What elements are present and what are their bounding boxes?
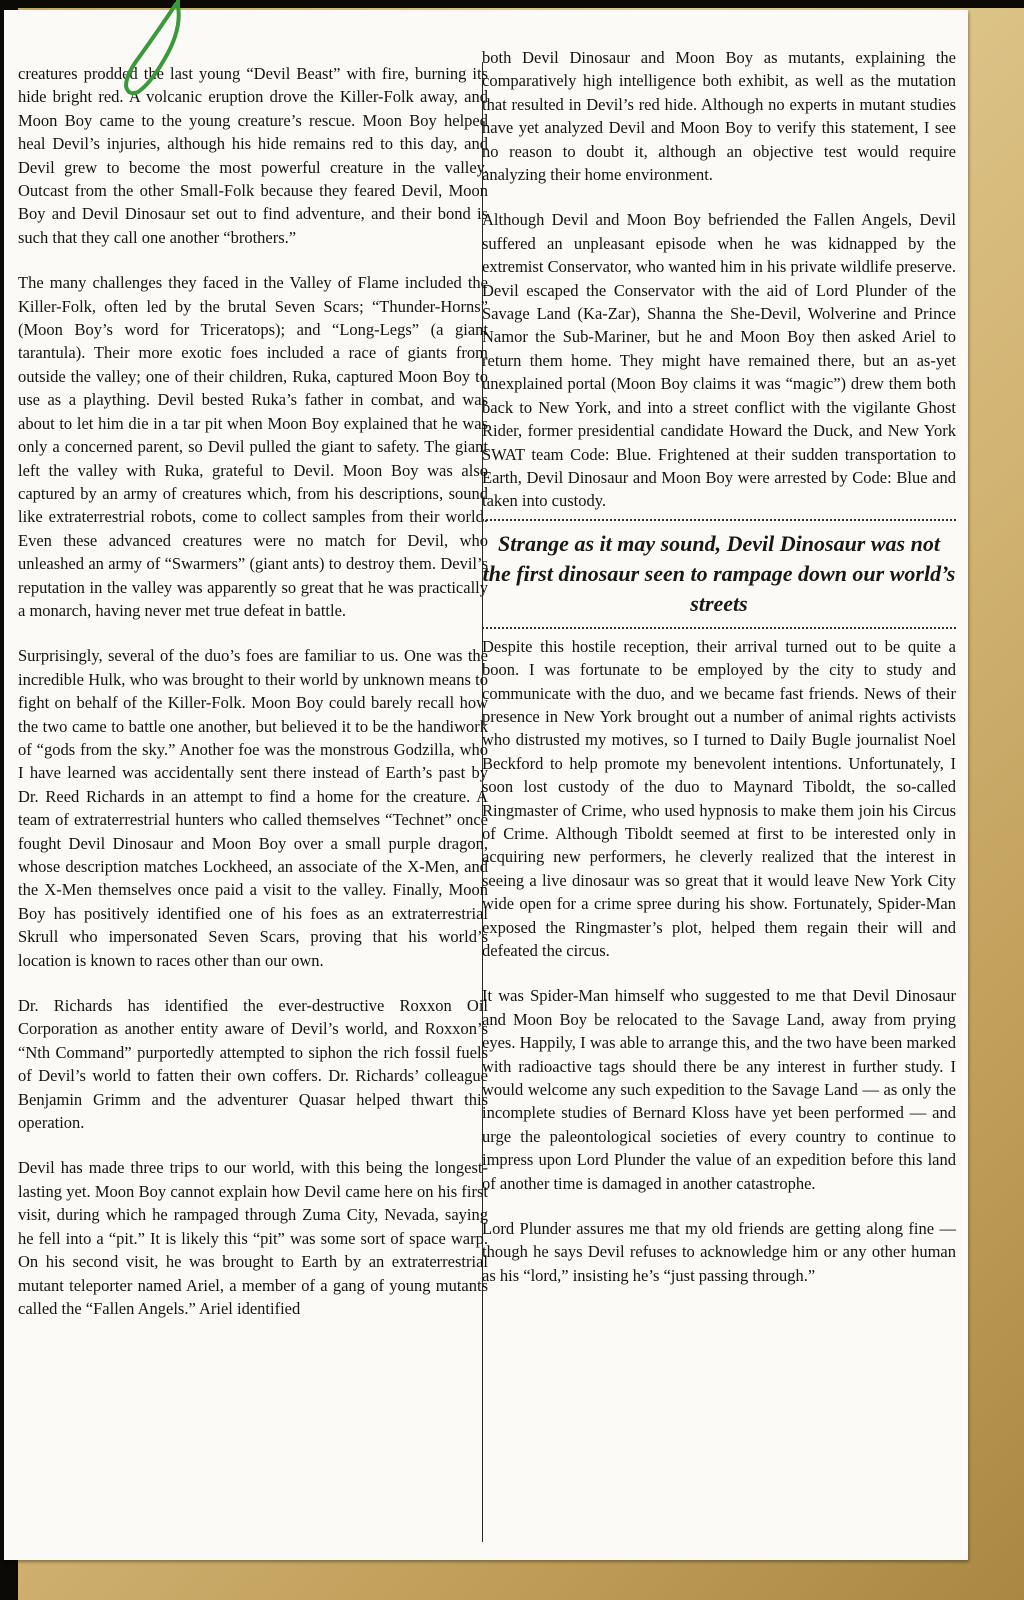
- paper-clip-icon: [120, 0, 210, 100]
- dotted-rule: [482, 519, 956, 521]
- paragraph: Although Devil and Moon Boy befriended the Fallen Angels, Devil suffered an unpleasant episode when he was kidnapped by the extremist Conservator, who wanted him in his private wildlife preserve. Devil escaped the Conservator with the aid of Lord Plunder of the Savage Land (Ka-Zar), Shanna the She-Devil, Wolverine and Prince Namor the Sub-Mariner, but he and Moon Boy then asked Ariel to return them home. They might have remained there, but an as-yet unexplained portal (Moon Boy claims it was “magic”) drew them both back to New York, and into a street conflict with the vigilante Ghost Rider, former presidential candidate Howard the Duck, and New York SWAT team Code: Blue. Frightened at their sudden transportation to Earth, Devil Dinosaur and Moon Boy were arrested by Code: Blue and taken into custody.: [482, 210, 956, 511]
- paragraph: both Devil Dinosaur and Moon Boy as mutants, explaining the comparatively high intelligence both exhibit, as well as the mutation that resulted in Devil’s red hide. Although no experts in mutant studies have yet analyzed Devil and Moon Boy to verify this statement, I see no reason to doubt it, although an objective test would require analyzing their home environment.: [482, 48, 956, 185]
- right-column: [482, 46, 956, 1287]
- paragraph: Devil has made three trips to our world, with this being the longest-lasting yet. Moon Boy cannot explain how Devil came here on his first visit, during which he rampaged through Zuma City, Nevada, saying he fell into a “pit.” It is likely this “pit” was some sort of space warp. On his second visit, he was brought to Earth by an extraterrestrial mutant teleporter named Ariel, a member of a gang of young mutants called the “Fallen Angels.” Ariel identified: [18, 1158, 488, 1318]
- paragraph: Despite this hostile reception, their arrival turned out to be quite a boon. I was fortunate to be employed by the city to study and communicate with the duo, and we became fast friends. News of their presence in New York brought out a number of animal rights activists who distrusted my motives, so I turned to Daily Bugle journalist Noel Beckford to help promote my benevolent intentions. Unfortunately, I soon lost custody of the duo to Maynard Tiboldt, the so-called Ringmaster of Crime, who used hypnosis to make them join his Circus of Crime. Although Tiboldt seemed at first to be interested only in acquiring new performers, he cleverly realized that the interest in seeing a live dinosaur was so great that it would leave New York City wide open for a crime spree during his show. Fortunately, Spider-Man exposed the Ringmaster’s plot, helped them regain their will and defeated the circus.: [482, 636, 956, 960]
- pull-quote-text: Strange as it may sound, Devil Dinosaur was not the first dinosaur seen to rampage down our world’s streets: [482, 530, 956, 616]
- paragraph: Dr. Richards has identified the ever-destructive Roxxon Oil Corporation as another entity aware of Devil’s world, and Roxxon’s “Nth Command” purportedly attempted to siphon the rich fossil fuels of Devil’s world to fatten their own coffers. Dr. Richards’ colleague Benjamin Grimm and the adventurer Quasar helped thwart this operation.: [18, 996, 488, 1133]
- dotted-rule: [482, 627, 956, 629]
- paragraph: Lord Plunder assures me that my old friends are getting along fine — though he says Devil refuses to acknowledge him or any other human as his “lord,” insisting he’s “just passing through.”: [482, 1219, 956, 1285]
- paragraph: Surprisingly, several of the duo’s foes are familiar to us. One was the incredible Hulk, who was brought to their world by unknown means to fight on behalf of the Killer-Folk. Moon Boy could barely recall how the two came to battle one another, but believed it to be the handiwork of “gods from the sky.” Another foe was the monstrous Godzilla, who I have learned was accidentally sent there instead of Earth’s past by Dr. Reed Richards in an attempt to find a home for the creature. A team of extraterrestrial hunters who called themselves “Technet” once fought Devil Dinosaur and Moon Boy over a small purple dragon, whose description matches Lockheed, an associate of the X-Men, and the X-Men themselves once paid a visit to the valley. Finally, Moon Boy has positively identified one of his foes as an extraterrestrial Skrull who impersonated Seven Scars, proving that his world’s location is known to races other than our own.: [18, 646, 488, 970]
- paragraph: creatures prodded the last young “Devil Beast” with fire, burning its hide bright red. A volcanic eruption drove the Killer-Folk away, and Moon Boy came to the young creature’s rescue. Moon Boy helped heal Devil’s injuries, although his hide remains red to this day, and Devil grew to become the most powerful creature in the valley. Outcast from the other Small-Folk because they feared Devil, Moon Boy and Devil Dinosaur set out to find adventure, and their bond is such that they call one another “brothers.”: [18, 64, 488, 247]
- pull-quote: [482, 519, 956, 629]
- article-page: [4, 10, 968, 1560]
- left-column: [18, 62, 488, 1320]
- paragraph: It was Spider-Man himself who suggested to me that Devil Dinosaur and Moon Boy be relocated to the Savage Land, away from prying eyes. Happily, I was able to arrange this, and the two have been marked with radioactive tags should there be any interest in further study. I would welcome any such expedition to the Savage Land — as only the incomplete studies of Bernard Kloss have yet been performed — and urge the paleontological societies of every country to continue to impress upon Lord Plunder the value of an expedition before this land of another time is damaged in another catastrophe.: [482, 986, 956, 1193]
- paragraph: The many challenges they faced in the Valley of Flame included the Killer-Folk, often led by the brutal Seven Scars; “Thunder-Horns” (Moon Boy’s word for Triceratops); and “Long-Legs” (a giant tarantula). Their more exotic foes included a race of giants from outside the valley; one of their children, Ruka, captured Moon Boy to use as a plaything. Devil bested Ruka’s father in combat, and was about to let him die in a tar pit when Moon Boy explained that he was only a concerned parent, so Devil pulled the giant to safety. The giant left the valley with Ruka, grateful to Devil. Moon Boy was also captured by an army of creatures which, from his descriptions, sound like extraterrestrial robots, come to collect samples from their world. Even these advanced creatures were no match for Devil, who unleashed an army of “Swarmers” (giant ants) to destroy them. Devil’s reputation in the valley was apparently so great that he was practically a monarch, having never met true defeat in battle.: [18, 273, 488, 620]
